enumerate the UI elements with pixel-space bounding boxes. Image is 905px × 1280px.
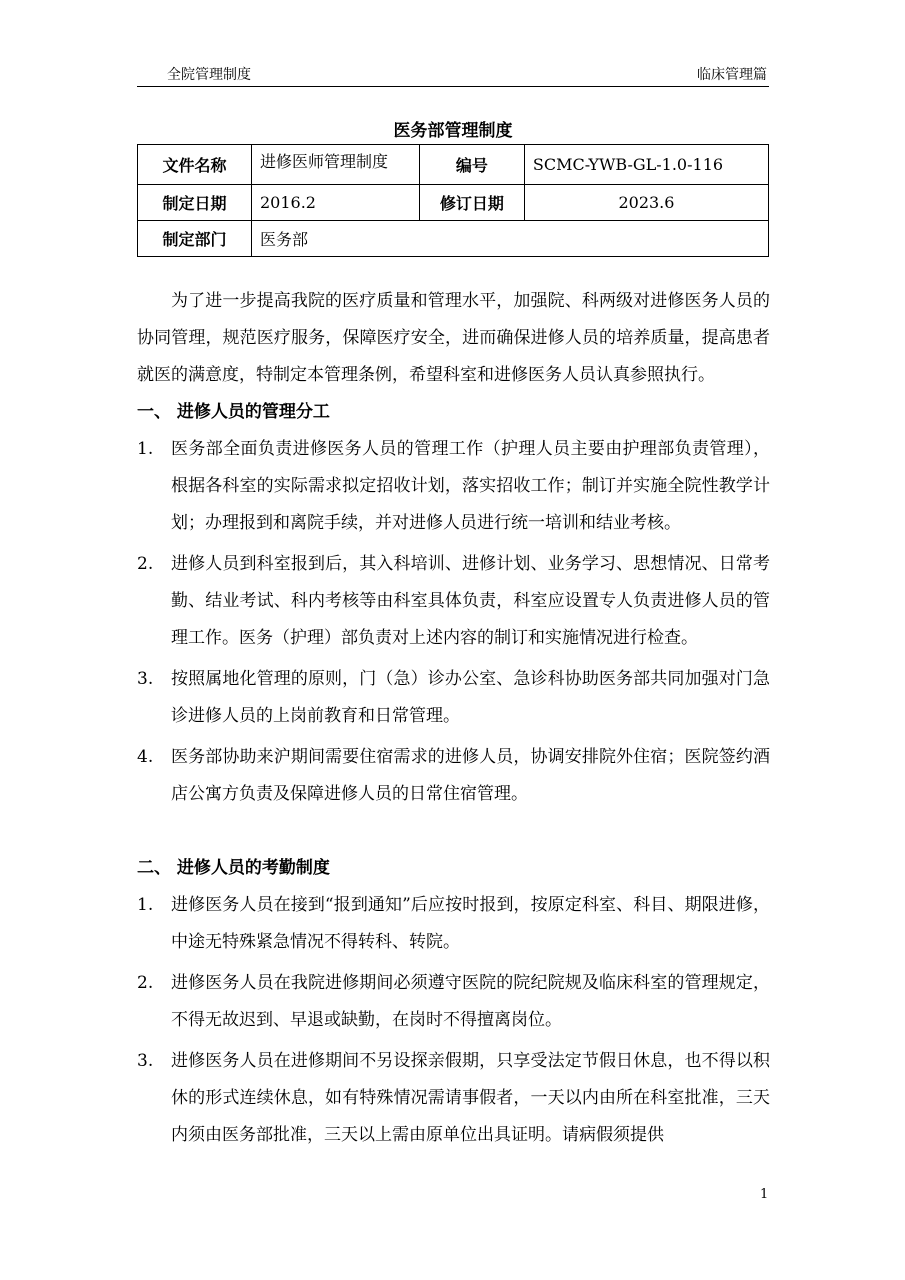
document-title: 医务部管理制度 xyxy=(393,121,513,141)
page-header xyxy=(137,62,769,87)
section-title: 二、 进修人员的考勤制度 xyxy=(137,858,330,878)
header-left-text: 全院管理制度 xyxy=(167,67,251,83)
department-label: 制定部门 xyxy=(138,221,252,257)
item-number: 4. xyxy=(137,747,154,767)
info-row-dates xyxy=(138,185,769,221)
section-title: 一、 进修人员的管理分工 xyxy=(137,402,330,422)
department-value: 医务部 xyxy=(252,221,769,257)
revised-date-label: 修订日期 xyxy=(419,185,524,221)
item-text: 进修人员到科室报到后，其入科培训、进修计划、业务学习、思想情况、日常考勤、结业考试、科内考核等由科室具体负责，科室应设置专人负责进修人员的管理工作。医务（护理）部负责对上述内容的制订和实施情况进行检查。 xyxy=(171,554,770,648)
document-info-table xyxy=(137,144,769,257)
document-body xyxy=(137,283,770,1154)
item-number: 1. xyxy=(137,439,154,459)
created-date-value: 2016.2 xyxy=(252,185,420,221)
page-number: 1 xyxy=(760,1187,769,1202)
item-number: 3. xyxy=(137,669,154,689)
item-number: 2. xyxy=(137,973,154,993)
list-item xyxy=(137,431,770,542)
item-number: 2. xyxy=(137,554,154,574)
item-text: 按照属地化管理的原则，门（急）诊办公室、急诊科协助医务部共同加强对门急诊进修人员的上岗前教育和日常管理。 xyxy=(171,669,770,726)
intro-paragraph: 为了进一步提高我院的医疗质量和管理水平，加强院、科两级对进修医务人员的协同管理，规范医疗服务，保障医疗安全，进而确保进修人员的培养质量，提高患者就医的满意度，特制定本管理条例，希望科室和进修医务人员认真参照执行。 xyxy=(137,291,770,385)
info-row-dept xyxy=(138,221,769,257)
list-item xyxy=(137,739,770,813)
item-text: 进修医务人员在我院进修期间必须遵守医院的院纪院规及临床科室的管理规定，不得无故迟到、早退或缺勤，在岗时不得擅离岗位。 xyxy=(171,973,770,1030)
list-item xyxy=(137,1043,770,1154)
created-date-label: 制定日期 xyxy=(138,185,252,221)
item-text: 医务部全面负责进修医务人员的管理工作（护理人员主要由护理部负责管理），根据各科室的实际需求拟定招收计划，落实招收工作；制订并实施全院性教学计划；办理报到和离院手续，并对进修人员进行统一培训和结业考核。 xyxy=(171,439,770,533)
list-item xyxy=(137,887,770,961)
info-row-file xyxy=(138,145,769,185)
list-item xyxy=(137,965,770,1039)
file-name-label: 文件名称 xyxy=(138,145,252,185)
revised-date-value: 2023.6 xyxy=(524,185,768,221)
list-item xyxy=(137,661,770,735)
item-number: 1. xyxy=(137,895,154,915)
item-text: 进修医务人员在进修期间不另设探亲假期，只享受法定节假日休息，也不得以积休的形式连续休息，如有特殊情况需请事假者，一天以内由所在科室批准，三天内须由医务部批准，三天以上需由原单位出具证明。请病假须提供 xyxy=(171,1051,770,1145)
header-right-text: 临床管理篇 xyxy=(697,67,767,83)
list-item xyxy=(137,546,770,657)
item-text: 医务部协助来沪期间需要住宿需求的进修人员，协调安排院外住宿；医院签约酒店公寓方负责及保障进修人员的日常住宿管理。 xyxy=(171,747,770,804)
section-2-list xyxy=(137,887,770,1154)
section-1-list xyxy=(137,431,770,813)
number-label: 编号 xyxy=(419,145,524,185)
item-text: 进修医务人员在接到“报到通知”后应按时报到，按原定科室、科目、期限进修，中途无特殊紧急情况不得转科、转院。 xyxy=(171,895,770,952)
item-number: 3. xyxy=(137,1051,154,1071)
number-value: SCMC-YWB-GL-1.0-116 xyxy=(524,145,768,185)
file-name-value: 进修医师管理制度 xyxy=(252,145,420,185)
